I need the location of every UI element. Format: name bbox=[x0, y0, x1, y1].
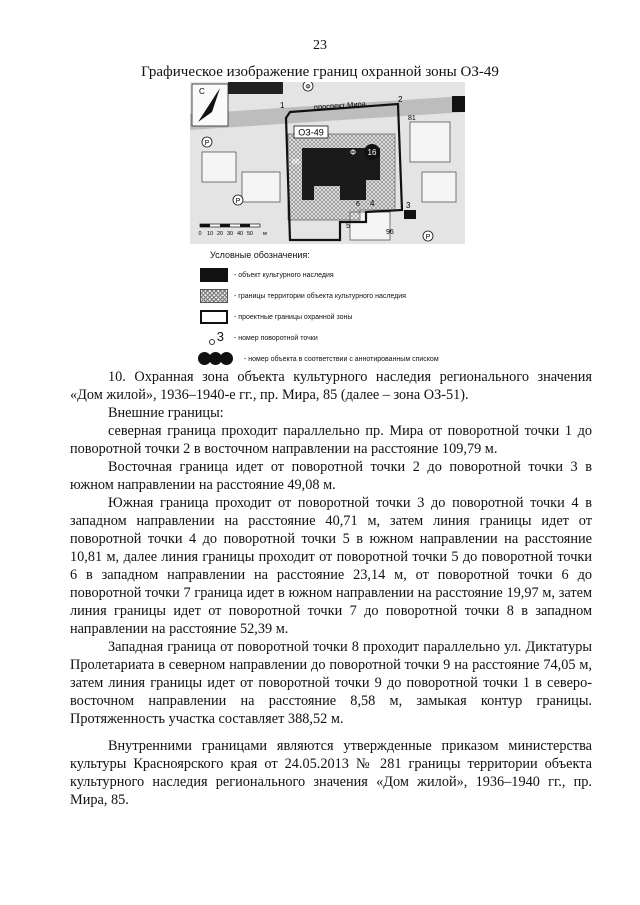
legend-item-label: - номер объекта в соответствии с аннотированным списком bbox=[244, 355, 439, 363]
scale-tick: 20 bbox=[216, 231, 224, 237]
scale-bar-segment bbox=[220, 224, 230, 227]
letter-mark: Ф bbox=[305, 84, 311, 91]
outline-square-icon bbox=[200, 310, 228, 324]
body-text bbox=[70, 368, 592, 809]
scale-tick: 10 bbox=[206, 231, 214, 237]
legend-item-heritage-territory bbox=[200, 287, 500, 305]
legend-item-label: - проектные границы охранной зоны bbox=[234, 313, 353, 321]
page-number: 23 bbox=[313, 38, 327, 53]
legend-item-label: - объект культурного наследия bbox=[234, 271, 334, 279]
point-dot-icon bbox=[209, 339, 215, 345]
legend-title: Условные обозначения: bbox=[210, 250, 310, 260]
house-number: 85 bbox=[292, 159, 300, 166]
turning-point-number: 4 bbox=[370, 199, 375, 208]
scale-tick: 40 bbox=[236, 231, 244, 237]
building-outline bbox=[242, 172, 280, 202]
building-outline bbox=[410, 122, 450, 162]
letter-mark: Ф bbox=[349, 148, 357, 157]
turning-point-symbol: 3 bbox=[216, 329, 224, 344]
paragraph-north-border: северная граница проходит параллельно пр. Мира от поворотной точки 1 до поворотной точки 2 в восточном направлении на расстояние 109,79 м. bbox=[70, 423, 592, 457]
turning-point-number: 2 bbox=[398, 95, 403, 104]
boundary-map bbox=[190, 82, 465, 244]
building-outline bbox=[422, 172, 456, 202]
turning-point-number: 1 bbox=[280, 101, 285, 110]
letter-mark: Р bbox=[204, 140, 210, 147]
scale-tick: 30 bbox=[226, 231, 234, 237]
letter-mark: Р bbox=[235, 198, 241, 205]
legend-item-label: - номер поворотной точки bbox=[234, 334, 318, 342]
building-black bbox=[404, 210, 416, 219]
turning-point-number: 6 bbox=[356, 201, 360, 208]
paragraph-east-border: Восточная граница идет от поворотной точки 2 до поворотной точки 3 в южном направлении на расстояние 49,08 м. bbox=[70, 459, 592, 493]
house-number: 96 bbox=[386, 229, 394, 236]
paragraph-internal-borders: Внутренними границами являются утвержденные приказом министерства культуры Красноярского края от 24.05.2013 № 281 границы территории объекта культурного наследия регионального значения «Дом жилой», 1936–1940 гг., пр. Мира, 85. bbox=[70, 738, 592, 808]
zone-label: ОЗ-49 bbox=[298, 127, 324, 138]
building-black bbox=[228, 82, 283, 94]
scale-bar-segment bbox=[200, 224, 210, 227]
black-square-icon bbox=[200, 268, 228, 282]
scale-tick: 50 bbox=[246, 231, 254, 237]
object-marker-number: 16 bbox=[367, 148, 377, 157]
legend-item-zone-boundary bbox=[200, 308, 500, 326]
paragraph-west-border: Западная граница от поворотной точки 8 проходит параллельно ул. Диктатуры Пролетариата в северном направлении до поворотной точки 9 на расстояние 74,05 м, затем линия границы идет от поворотной точки 9 до поворотной точки 1 в северо-восточном направлении на расстояние 8,58 м, замыкая контур границы. Протяженность участка составляет 388,52 м. bbox=[70, 639, 592, 727]
street-label: проспект Мира bbox=[313, 99, 367, 112]
letter-mark: Р bbox=[425, 234, 431, 241]
house-number: 81 bbox=[408, 115, 416, 122]
paragraph-zone-heading: 10. Охранная зона объекта культурного наследия регионального значения «Дом жилой», 1936–1940-е гг., пр. Мира, 85 (далее – зона ОЗ-51). bbox=[70, 369, 592, 403]
building-outline bbox=[202, 152, 236, 182]
turning-point-icon bbox=[200, 331, 228, 345]
map-title: Графическое изображение границ охранной зоны ОЗ-49 bbox=[141, 64, 499, 80]
legend-item-object-number bbox=[200, 350, 500, 368]
house-number: 5 bbox=[346, 221, 351, 230]
turning-point-number: 3 bbox=[406, 201, 411, 210]
paragraph-south-border: Южная граница проходит от поворотной точки 3 до поворотной точки 4 в западном направлении на расстояние 40,71 м, затем линия границы идет от поворотной точки 4 до поворотной точки 5 в южном направлении на расстояние 10,81 м, далее линия границы проходит от поворотной точки 5 до поворотной точки 6 в западном направлении на расстояние 23,14 м, от поворотной точки 6 до поворотной точки 7 граница идет в южном направлении на расстояние 19,97 м, затем линия границы идет от поворотной точки 7 до поворотной точки 8 в западном направлении на расстояние 52,39 м. bbox=[70, 495, 592, 637]
hatched-square-icon bbox=[200, 289, 228, 303]
north-label: С bbox=[199, 87, 205, 96]
scale-unit: м bbox=[263, 231, 267, 237]
paragraph-external-borders: Внешние границы: bbox=[108, 405, 224, 421]
building-black bbox=[452, 96, 465, 112]
legend-item-turning-point bbox=[200, 329, 500, 347]
legend-item-heritage-object bbox=[200, 266, 500, 284]
scale-tick: 0 bbox=[198, 231, 202, 237]
legend-item-label: - границы территории объекта культурного наследия bbox=[234, 292, 406, 300]
scale-bar-segment bbox=[240, 224, 250, 227]
map-legend bbox=[200, 250, 500, 371]
black-circles-icon bbox=[200, 352, 238, 366]
